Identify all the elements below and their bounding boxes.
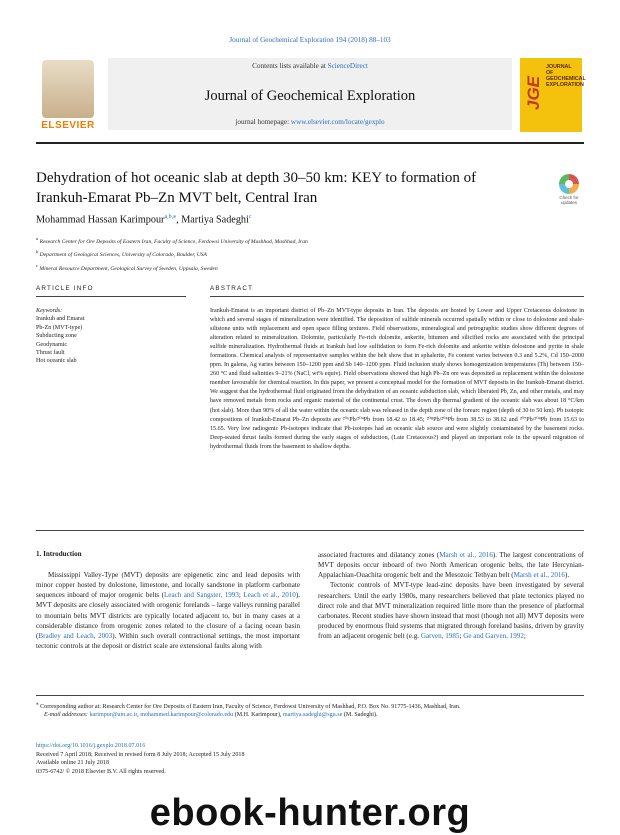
cover-title: JOURNAL OF GEOCHEMICAL EXPLORATION xyxy=(546,64,586,88)
paragraph: Mississippi Valley-Type (MVT) deposits are epigenetic zinc and lead deposits with minor copper hosted by dolostone, limestone, and locally sandstone in platform carbonate sequences inboard of major orogenic belts (Leach and Sangster, 1993; Leach et al., 2010). MVT deposits are closely associated with orogenic forelands – large valleys running parallel to mountain belts MVT districts are typically located adjacent to, but in many cases at a considerable distance from orogenic zones related to the closure of a facing ocean basin (Bradley and Leach, 2003). Within such overall contractional settings, the most important tectonic controls at the deposit or district scale are extensional faults along with xyxy=(36,571,300,651)
keyword: Pb-Zn (MVT-type) xyxy=(36,324,83,331)
info-rule xyxy=(36,296,186,297)
affiliation-b: $^b$ Department of Geological Sciences, University of Colorado, Boulder, USA xyxy=(36,249,207,259)
footnote-rule xyxy=(36,695,584,696)
header-rule xyxy=(36,142,584,144)
journal-cover-image xyxy=(520,58,586,132)
paragraph: Tectonic controls of MVT-type lead-zinc deposits have been investigated by several researchers. Until the early 1980s, many researchers believed that plate tectonics played no direct role and that MVT mineralization required little more than the presence of platformal carbonates. Recent studies have shown instead that most (though not all) MVT deposits were produced by enormous fluid systems that migrated through foreland basins, driven by gravity from an adjacent orogenic belt (e.g. Garven, 1985; Ge and Garven, 1992; xyxy=(318,581,584,641)
citation-link[interactable]: Bradley and Leach, 2003 xyxy=(38,631,113,640)
homepage-link[interactable]: www.elsevier.com/locate/gexplo xyxy=(290,118,385,126)
author-name[interactable]: Mohammad Hassan Karimpour xyxy=(36,214,165,226)
elsevier-wordmark: ELSEVIER xyxy=(41,120,95,131)
citation-link[interactable]: Garven, 1985 xyxy=(420,632,460,641)
abstract-text: Irankuh-Emarat is an important district of Pb–Zn MVT-type deposits in Iran. The deposits are hosted by Lower and Upper Cretaceous dolostone in which and several stages of mineralization were identified. The deposition of sulfide minerals occurred spatially within or close to dolostone and shale-siltstone units with replacement and open space filling textures. Field observations, mineralogical and petrographic studies show different degrees of alteration related to mineralization. Dolomite, particularly Fe-rich dolomite, ankerite, bitumen and silicified rocks are associated with the principal sulfide mineralization. Hydrothermal fluids at Irankuh had low sulfidation to form Fe-rich dolomite and ankerite within dolostone and pyrite in shale formations. Chemical analysis of representative samples within the belt show that in sphalerite, Fe content varies between 0.3 and 5.2%, Cd 150–2000 ppm. In galena, Ag varies between 150–1200 ppm and Sb 140–1200 ppm. Fluid inclusion study shows homogenization temperatures (Th) between 150–260 °C and fluid salinities 9–21% (NaCl, wt% equiv). Field observations showed that high Pb–Zn ore was deposited as replacement within the dolostone member favourable for chemical reaction. In this paper, we present a conceptual model for the formation of MVT deposits in the Irankuh-Emarat district. We suggest that the hydrothermal fluid originated from the dehydration of an oceanic subduction slab, which liberated Pb, Zn, and other metals, and may have removed metals from rocks and organic material of the continental crust. The down dip thermal gradient of the oceanic slab was about 18 °C/km (hot slab). More than 90% of all the water within the oceanic slab was released in the depth zone of the forearc region (depth of 30 to 50 km). Pb isotopic compositions of Irankuh-Emarat Pb–Zn deposits are ²⁰⁶Pb/²⁰⁴Pb from 18.42 to 18.45; ²⁰⁸Pb/²⁰⁴Pb from 38.53 to 38.62 and ²⁰⁷Pb/²⁰⁴Pb from 15.63 to 15.65. Very low radiogenic Pb-isotopes indicate that Pb-isotopes had an oceanic slab source and were slightly contaminated by the basement rocks. Deep-seated thrust faults formed during the early stages of subduction, (Late Cretaceous?) and played an important role in the upward migration of hydrothermal fluids from the basement to shallow depths. xyxy=(210,308,584,450)
cover-abbrev: JGE xyxy=(524,75,543,110)
masthead xyxy=(36,58,584,136)
footnote xyxy=(36,700,584,720)
keyword: Thrust fault xyxy=(36,350,65,357)
section-heading: 1. Introduction xyxy=(36,550,82,558)
crossmark-icon xyxy=(559,174,579,194)
citation-link[interactable]: Marsh et al., 2016 xyxy=(439,551,493,559)
abstract-bottom-rule xyxy=(36,530,584,531)
email-addresses: E-mail addresses: karimpur@um.ac.ir, mohammed.karimpour@colorado.edu (M.H. Karimpour), martiya.sadeghi@sgu.se (M. Sadeghi). xyxy=(44,712,378,719)
watermark: ebook-hunter.org xyxy=(149,792,471,834)
abstract-rule xyxy=(210,296,584,297)
copyright: 0375-6742/ © 2018 Elsevier B.V. All rights reserved. xyxy=(36,769,166,776)
paragraph: associated fractures and dilatancy zones (Marsh et al., 2016). The largest concentrations of MVT deposits occur inboard of two North American orogenic belts, the late Hercynian-Appalachian-Ouachita orogenic belt and the Mesozoic Tethyan belt (Marsh et al., 2016). xyxy=(318,551,584,580)
author-name[interactable]: Martiya Sadeghi xyxy=(181,214,249,226)
author-list: Mohammad Hassan Karimpour$^{a,b,⁎}$, Martiya Sadeghi$^c$ xyxy=(36,214,252,226)
email-link[interactable]: karimpur@um.ac.ir xyxy=(89,712,138,719)
elsevier-tree-icon xyxy=(42,60,94,118)
email-link[interactable]: mohammed.karimpour@colorado.edu xyxy=(140,712,234,719)
elsevier-logo xyxy=(36,58,100,134)
body-column-right xyxy=(318,550,584,641)
journal-title: Journal of Geochemical Exploration xyxy=(204,88,416,104)
author-affil-sup[interactable]: a,b,⁎ xyxy=(164,214,177,220)
journal-reference-link[interactable]: Journal of Geochemical Exploration 194 (2018) 88–103 xyxy=(229,36,391,44)
citation-link[interactable]: Marsh et al., 2016 xyxy=(513,571,565,580)
abstract-label: ABSTRACT xyxy=(210,285,254,292)
keyword: Geodynamic xyxy=(36,341,68,348)
article-info-label: ARTICLE INFO xyxy=(36,285,94,292)
keywords-label: Keywords: xyxy=(36,308,63,314)
keyword: Irankuh and Emarat xyxy=(36,316,85,323)
affiliation-a: $^a$ Research Center for Ore Deposits of Eastern Iran, Faculty of Science, Ferdowsi University of Mashhad, Mashhad, Iran xyxy=(36,236,308,245)
article-meta xyxy=(36,742,584,777)
citation-link[interactable]: Leach and Sangster, 1993 xyxy=(163,591,239,600)
online-date: Available online 21 July 2018 xyxy=(36,760,109,767)
doi-link[interactable]: https://doi.org/10.1016/j.gexplo.2018.07.016 xyxy=(36,743,146,749)
article-title: Dehydration of hot oceanic slab at depth 30–50 km: KEY to formation of Irankuh-Emarat Pb–Zn MVT belt, Central Iran xyxy=(36,170,477,206)
abstract-body xyxy=(210,307,584,452)
homepage-line: journal homepage: www.elsevier.com/locate/gexplo xyxy=(235,118,385,126)
email-link[interactable]: martiya.sadeghi@sgu.se xyxy=(282,712,343,719)
affiliation-c: $^c$ Mineral Resource Department, Geological Survey of Sweden, Uppsala, Sweden xyxy=(36,262,218,272)
masthead-center xyxy=(108,58,512,130)
crossmark-label: Check for updates xyxy=(559,195,579,205)
citation-link[interactable]: Leach et al., 2010 xyxy=(243,591,296,600)
sciencedirect-link[interactable]: ScienceDirect xyxy=(327,62,368,70)
crossmark-button[interactable] xyxy=(554,174,584,204)
corresponding-author-note: ⁎ Corresponding author at: Research Center for Ore Deposits of Eastern Iran, Faculty of Science, Ferdowsi University of Mashhad, P.O. Box No. 91775-1436, Mashhad, Iran. xyxy=(36,701,461,711)
citation-link[interactable]: Ge and Garven, 1992 xyxy=(463,632,524,641)
received-dates: Received 7 April 2018; Received in revised form 8 July 2018; Accepted 15 July 2018 xyxy=(36,751,245,758)
body-column-left xyxy=(36,570,300,651)
author-affil-sup[interactable]: c xyxy=(248,214,252,220)
affiliations xyxy=(36,234,584,274)
contents-line: Contents lists available at ScienceDirect xyxy=(252,62,368,70)
keyword: Subducting zone xyxy=(36,333,77,340)
keywords-block xyxy=(36,307,186,366)
keyword: Hot oceanic slab xyxy=(36,358,77,365)
